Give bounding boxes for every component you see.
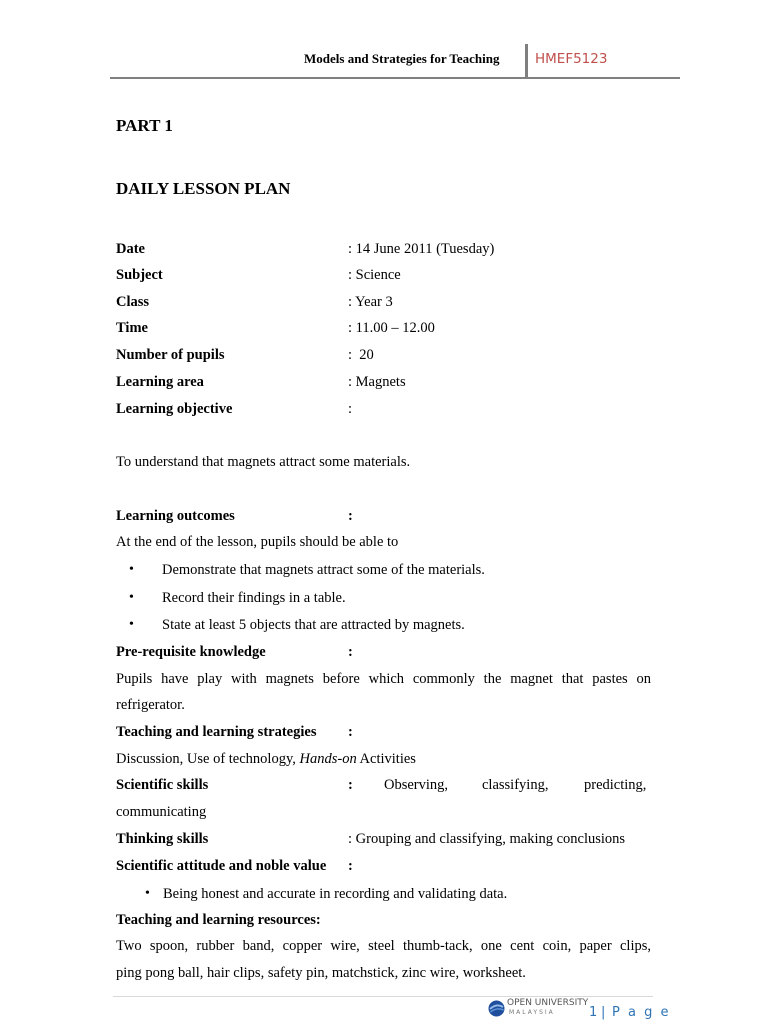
thinking-skills-label: Thinking skills bbox=[116, 831, 209, 847]
strategies-text-italic: Hands-on bbox=[299, 751, 357, 767]
strategies-text bbox=[116, 751, 416, 768]
open-university-subtext: MALAYSIA bbox=[509, 1009, 555, 1016]
detail-value-subject: : Science bbox=[348, 267, 401, 283]
thinking-skills-value: : Grouping and classifying, making conclusions bbox=[348, 831, 626, 847]
bullet-icon: • bbox=[129, 562, 134, 577]
detail-value-objective: : bbox=[348, 401, 353, 417]
detail-label-class: Class bbox=[116, 294, 150, 310]
strategies-text-before: Discussion, Use of technology, bbox=[116, 751, 300, 767]
header-course-code: HMEF5123 bbox=[535, 51, 608, 67]
scientific-skills-line2: communicating bbox=[116, 804, 207, 820]
scientific-skill-word: classifying, bbox=[482, 777, 549, 793]
strategies-text-after: Activities bbox=[356, 751, 416, 767]
bullet-icon: • bbox=[145, 886, 150, 901]
outcomes-label: Learning outcomes bbox=[116, 508, 235, 524]
prerequisite-label: Pre-requisite knowledge bbox=[116, 644, 266, 660]
attitude-item: Being honest and accurate in recording and validating data. bbox=[163, 886, 508, 902]
open-university-logo-icon bbox=[488, 1000, 505, 1017]
strategies-label: Teaching and learning strategies bbox=[116, 724, 317, 740]
scientific-skill-word: predicting, bbox=[584, 777, 647, 793]
prerequisite-line2: refrigerator. bbox=[116, 697, 185, 713]
detail-label-pupils: Number of pupils bbox=[116, 347, 225, 363]
open-university-text: OPEN UNIVERSITY bbox=[507, 998, 589, 1008]
bullet-icon: • bbox=[129, 590, 134, 605]
detail-label-learning-area: Learning area bbox=[116, 374, 204, 390]
plan-title: DAILY LESSON PLAN bbox=[116, 179, 291, 198]
bullet-icon: • bbox=[129, 617, 134, 632]
objective-text: To understand that magnets attract some materials. bbox=[116, 454, 411, 470]
outcome-item: Record their findings in a table. bbox=[162, 590, 346, 606]
detail-value-class: : Year 3 bbox=[348, 294, 393, 310]
resources-line1: Two spoon, rubber band, copper wire, steel thumb-tack, one cent coin, paper clips, bbox=[116, 938, 651, 954]
detail-value-pupils: : 20 bbox=[348, 347, 374, 363]
header-separator bbox=[525, 44, 528, 78]
outcomes-colon: : bbox=[348, 508, 353, 524]
page-number-separator: | bbox=[601, 1005, 608, 1020]
strategies-colon: : bbox=[348, 724, 353, 740]
header-rule bbox=[110, 77, 680, 79]
page-number: 1 bbox=[589, 1005, 600, 1020]
outcomes-intro: At the end of the lesson, pupils should be able to bbox=[116, 534, 399, 550]
attitude-colon: : bbox=[348, 858, 353, 874]
detail-label-time: Time bbox=[116, 320, 148, 336]
detail-value-learning-area: : Magnets bbox=[348, 374, 406, 390]
prerequisite-colon: : bbox=[348, 644, 353, 660]
page-word: P a g e bbox=[612, 1005, 671, 1020]
detail-label-subject: Subject bbox=[116, 267, 163, 283]
header-title: Models and Strategies for Teaching bbox=[304, 51, 500, 66]
detail-label-date: Date bbox=[116, 241, 145, 257]
resources-label: Teaching and learning resources: bbox=[116, 912, 321, 928]
prerequisite-line1: Pupils have play with magnets before which commonly the magnet that pastes on bbox=[116, 671, 651, 687]
outcome-item: State at least 5 objects that are attracted by magnets. bbox=[162, 617, 465, 633]
part-title: PART 1 bbox=[116, 116, 173, 135]
resources-line2: ping pong ball, hair clips, safety pin, matchstick, zinc wire, worksheet. bbox=[116, 965, 526, 981]
scientific-skill-word: Observing, bbox=[384, 777, 449, 793]
detail-label-objective: Learning objective bbox=[116, 401, 233, 417]
detail-value-date: : 14 June 2011 (Tuesday) bbox=[348, 241, 495, 257]
detail-value-time: : 11.00 – 12.00 bbox=[348, 320, 435, 336]
outcome-item: Demonstrate that magnets attract some of the materials. bbox=[162, 562, 485, 578]
scientific-skills-label: Scientific skills bbox=[116, 777, 209, 793]
footer-rule bbox=[113, 996, 653, 997]
scientific-skills-colon: : bbox=[348, 777, 353, 793]
attitude-label: Scientific attitude and noble value bbox=[116, 858, 327, 874]
